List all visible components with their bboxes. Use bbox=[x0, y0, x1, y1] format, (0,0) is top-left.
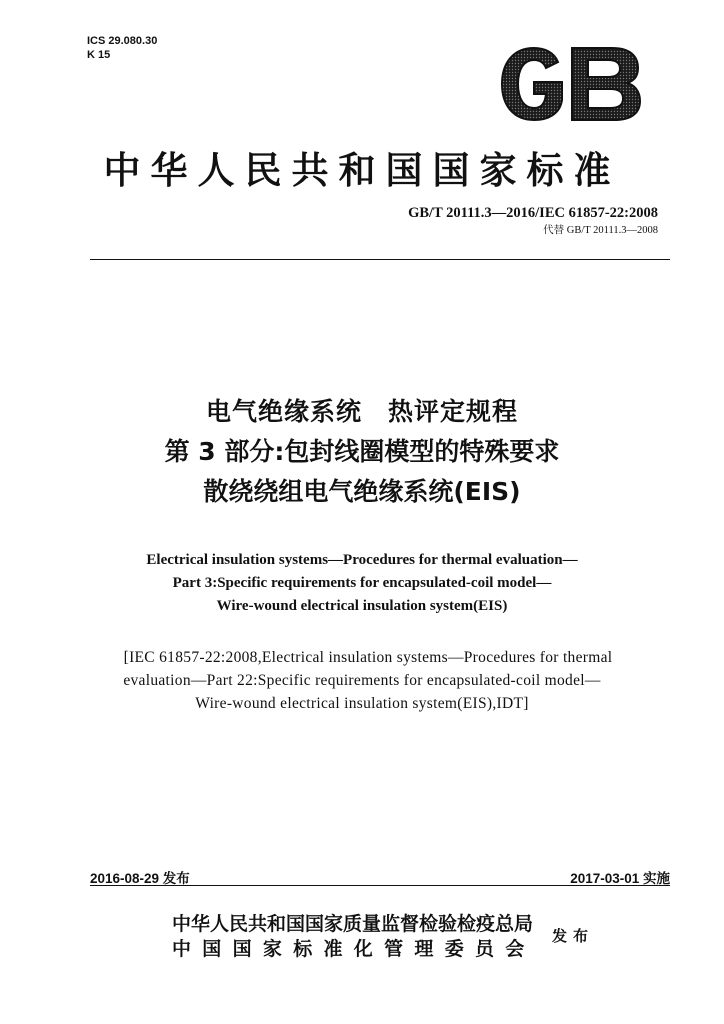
publish-label: 发布 bbox=[552, 927, 595, 945]
header-divider bbox=[90, 259, 670, 260]
ics-code: ICS 29.080.30 bbox=[87, 35, 158, 47]
footer-divider bbox=[90, 885, 670, 886]
standard-title: 中华人民共和国国家标准 bbox=[103, 148, 621, 192]
ccs-code: K 15 bbox=[87, 49, 111, 61]
en-title-line-1: Electrical insulation systems—Procedures for thermal evaluation— bbox=[146, 552, 578, 568]
cn-title-line-1: 电气绝缘系统 热评定规程 bbox=[205, 397, 518, 426]
iec-reference-line-3: Wire-wound electrical insulation system(EIS),IDT] bbox=[195, 695, 529, 712]
cn-title-line-2: 第 3 部分:包封线圈模型的特殊要求 bbox=[164, 437, 560, 466]
en-title-line-3: Wire-wound electrical insulation system(EIS) bbox=[216, 598, 508, 614]
issuer-line-1: 中华人民共和国国家质量监督检验检疫总局 bbox=[172, 913, 534, 935]
replaces-note: 代替 GB/T 20111.3—2008 bbox=[543, 225, 658, 236]
implement-date: 2017-03-01 实施 bbox=[570, 871, 670, 886]
standard-number: GB/T 20111.3—2016/IEC 61857-22:2008 bbox=[408, 205, 658, 221]
iec-reference-line-1: [IEC 61857-22:2008,Electrical insulation systems—Procedures for thermal bbox=[123, 649, 613, 666]
classification-codes bbox=[87, 34, 157, 62]
issuer-line-2: 中国国家标准化管理委员会 bbox=[172, 938, 536, 960]
en-title-line-2: Part 3:Specific requirements for encapsulated-coil model— bbox=[172, 575, 552, 591]
cn-title-line-3: 散绕绕组电气绝缘系统(EIS) bbox=[203, 477, 521, 506]
gb-logo bbox=[496, 44, 642, 124]
iec-reference-line-2: evaluation—Part 22:Specific requirements for encapsulated-coil model— bbox=[123, 672, 601, 689]
publish-date: 2016-08-29 发布 bbox=[90, 871, 190, 886]
